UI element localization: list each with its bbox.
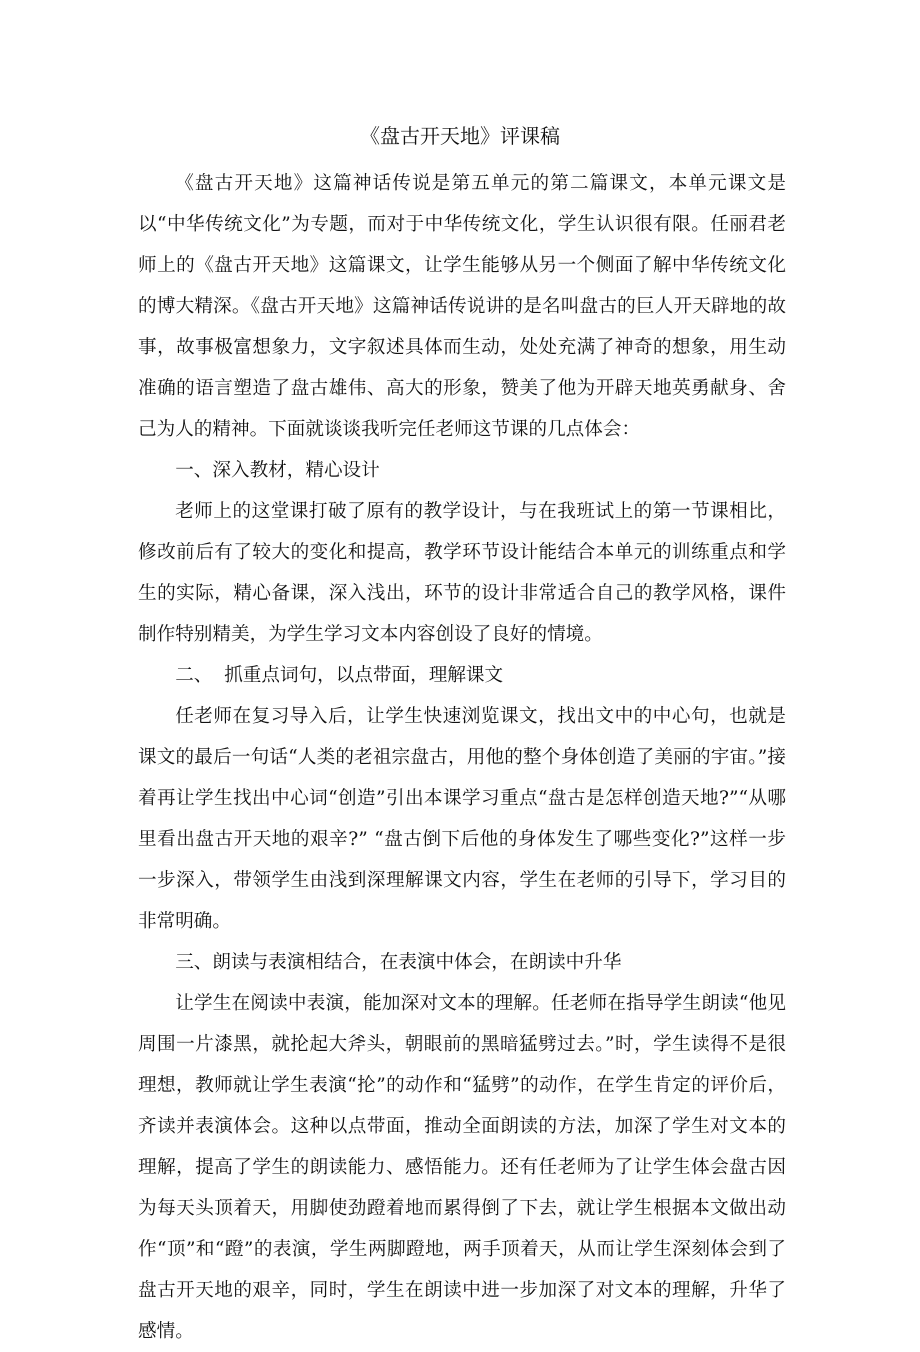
section-heading-3: 三、朗读与表演相结合，在表演中体会，在朗读中升华 <box>175 952 622 973</box>
section-heading-2: 二、 抓重点词句，以点带面，理解课文 <box>175 665 504 686</box>
document-title: 《盘古开天地》评课稿 <box>360 124 560 148</box>
section-heading-1: 一、深入教材，精心设计 <box>175 460 380 481</box>
section-3-paragraph: 让学生在阅读中表演，能加深对文本的理解。任老师在指导学生朗读“他见周围一片漆黑，就抡起大斧头，朝眼前的黑暗猛劈过去。”时，学生读得不是很理想，教师就让学生表演“抡”的动作和“猛劈”的动作，在学生肯定的评价后，齐读并表演体会。这种以点带面，推动全面朗读的方法，加深了学生对文本的理解，提高了学生的朗读能力、感悟能力。还有任老师为了让学生体会盘古因为每天头顶着天，用脚使劲蹬着地而累得倒了下去，就让学生根据本文做出动作“顶”和“蹬”的表演，学生两脚蹬地，两手顶着天，从而让学生深刻体会到了盘古开天地的艰辛，同时，学生在朗读中进一步加深了对文本的理解，升华了感情。 <box>138 993 786 1342</box>
intro-paragraph: 《盘古开天地》这篇神话传说是第五单元的第二篇课文，本单元课文是以“中华传统文化”为专题，而对于中华传统文化，学生认识很有限。任丽君老师上的《盘古开天地》这篇课文，让学生能够从另一个侧面了解中华传统文化的博大精深。《盘古开天地》这篇神话传说讲的是名叫盘古的巨人开天辟地的故事，故事极富想象力，文字叙述具体而生动，处处充满了神奇的想象，用生动准确的语言塑造了盘古雄伟、高大的形象，赞美了他为开辟天地英勇献身、舍己为人的精神。下面就谈谈我听完任老师这节课的几点体会： <box>138 173 786 440</box>
section-1-paragraph: 老师上的这堂课打破了原有的教学设计，与在我班试上的第一节课相比，修改前后有了较大的变化和提高，教学环节设计能结合本单元的训练重点和学生的实际，精心备课，深入浅出，环节的设计非常适合自己的教学风格，课件制作特别精美，为学生学习文本内容创设了良好的情境。 <box>138 501 786 645</box>
document-body <box>138 163 786 1352</box>
section-2-paragraph: 任老师在复习导入后，让学生快速浏览课文，找出文中的中心句，也就是课文的最后一句话“人类的老祖宗盘古，用他的整个身体创造了美丽的宇宙。”接着再让学生找出中心词“创造”引出本课学习重点“盘古是怎样创造天地?”“从哪里看出盘古开天地的艰辛?” “盘古倒下后他的身体发生了哪些变化?”这样一步一步深入，带领学生由浅到深理解课文内容，学生在老师的引导下，学习目的非常明确。 <box>138 706 786 932</box>
